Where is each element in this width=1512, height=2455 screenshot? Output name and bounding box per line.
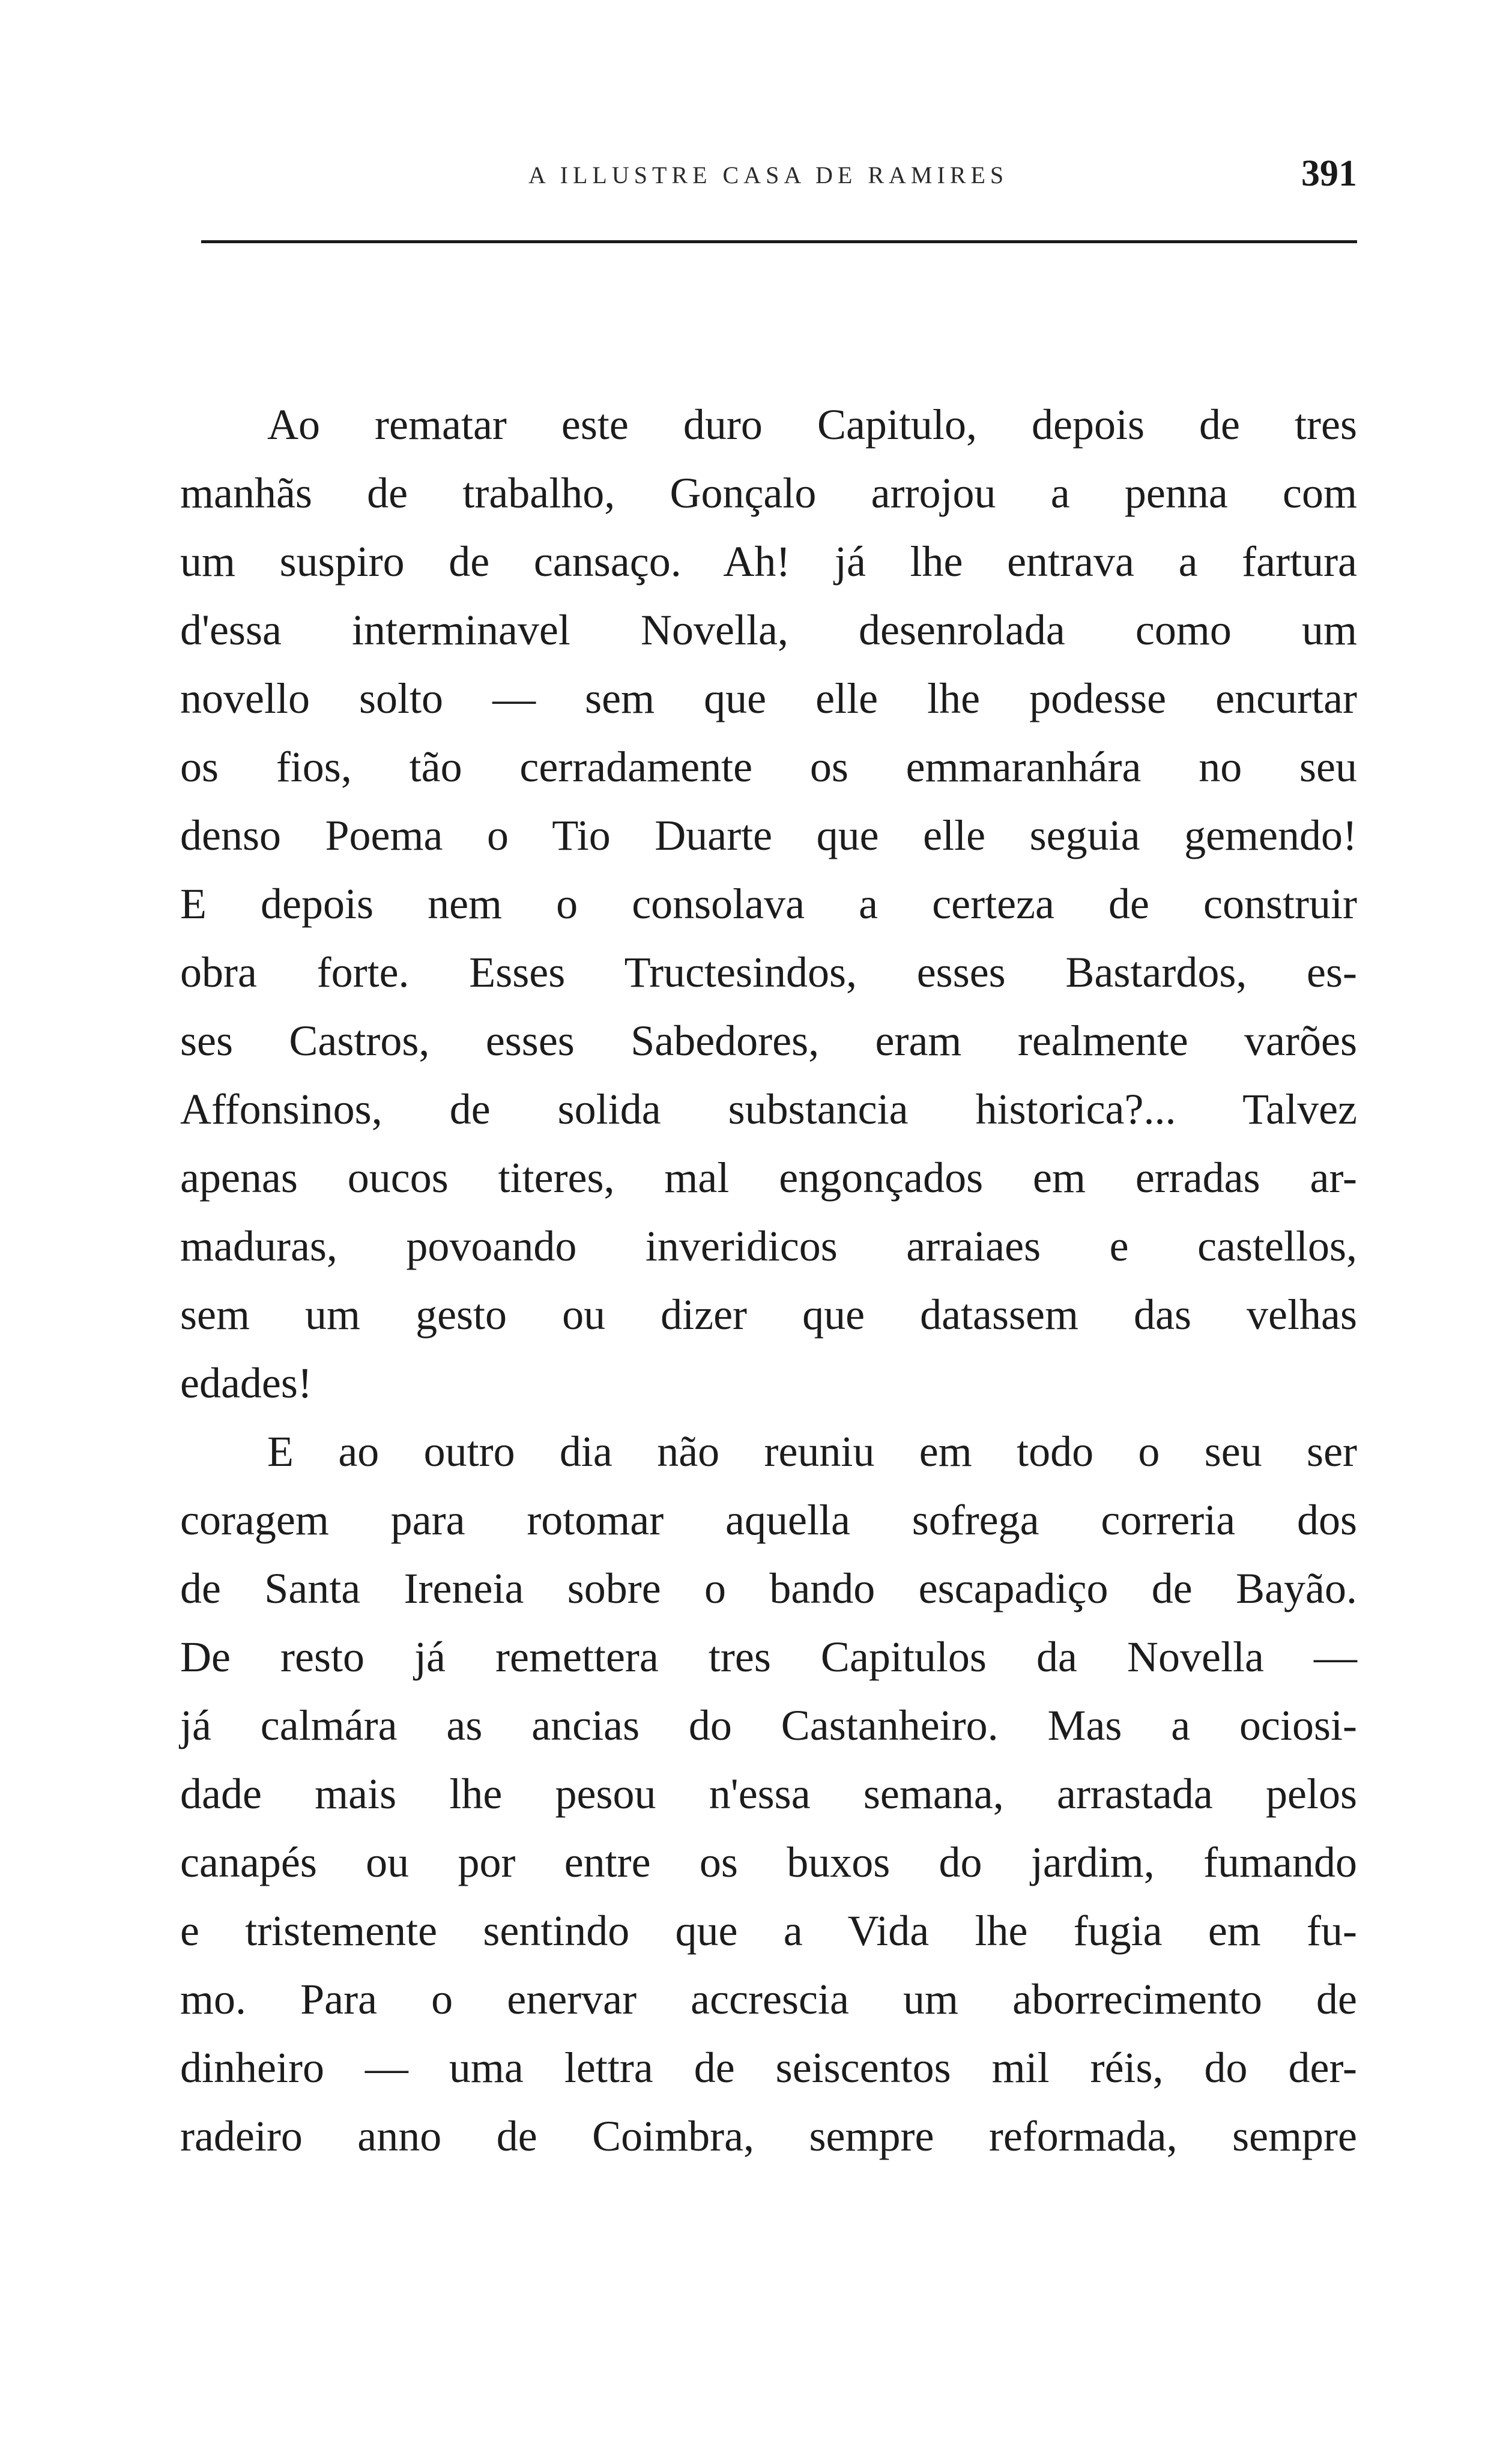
text-line: canapés ou por entre os buxos do jardim, fumando — [180, 1838, 1357, 1886]
text-line: Affonsinos, de solida substancia historica?... Talvez — [180, 1085, 1357, 1133]
text-line: mo. Para o enervar accrescia um aborrecimento de — [180, 1975, 1357, 2023]
text-line: já calmára as ancias do Castanheiro. Mas a ociosi- — [180, 1701, 1357, 1749]
text-line: ses Castros, esses Sabedores, eram realmente varões — [180, 1017, 1357, 1065]
text-line: dade mais lhe pesou n'essa semana, arrastada pelos — [180, 1770, 1357, 1818]
text-line: de Santa Ireneia sobre o bando escapadiço de Bayão. — [180, 1564, 1357, 1612]
running-head — [204, 150, 1357, 198]
text-line: obra forte. Esses Tructesindos, esses Bastardos, es- — [180, 948, 1357, 996]
text-line: manhãs de trabalho, Gonçalo arrojou a penna com — [180, 469, 1357, 517]
text-line: sem um gesto ou dizer que datassem das velhas — [180, 1291, 1357, 1339]
text-line: os fios, tão cerradamente os emmaranhára no seu — [180, 743, 1357, 791]
text-line: radeiro anno de Coimbra, sempre reformada, sempre — [180, 2112, 1357, 2160]
text-line: dinheiro — uma lettra de seiscentos mil réis, do der- — [180, 2044, 1357, 2092]
text-line: denso Poema o Tio Duarte que elle seguia gemendo! — [180, 811, 1357, 859]
text-line: um suspiro de cansaço. Ah! já lhe entrava a fartura — [180, 537, 1357, 586]
text-line: E ao outro dia não reuniu em todo o seu ser — [267, 1427, 1357, 1476]
text-line: apenas oucos titeres, mal engonçados em erradas ar- — [180, 1154, 1357, 1202]
text-line: d'essa interminavel Novella, desenrolada como um — [180, 606, 1357, 654]
body-text — [180, 390, 1357, 2170]
text-line: e tristemente sentindo que a Vida lhe fugia em fu- — [180, 1907, 1357, 1955]
running-title: A ILLUSTRE CASA DE RAMIRES — [528, 162, 1009, 189]
text-line: novello solto — sem que elle lhe podesse encurtar — [180, 674, 1357, 722]
header-rule — [201, 240, 1357, 243]
text-line: coragem para rotomar aquella sofrega correria dos — [180, 1496, 1357, 1544]
text-line: maduras, povoando inveridicos arraiaes e castellos, — [180, 1222, 1357, 1270]
text-line: De resto já remettera tres Capitulos da Novella — — [180, 1633, 1357, 1681]
text-line: Ao rematar este duro Capitulo, depois de tres — [267, 401, 1357, 449]
page-number: 391 — [1301, 153, 1357, 194]
text-line: edades! — [180, 1359, 312, 1407]
text-line: E depois nem o consolava a certeza de construir — [180, 880, 1357, 928]
